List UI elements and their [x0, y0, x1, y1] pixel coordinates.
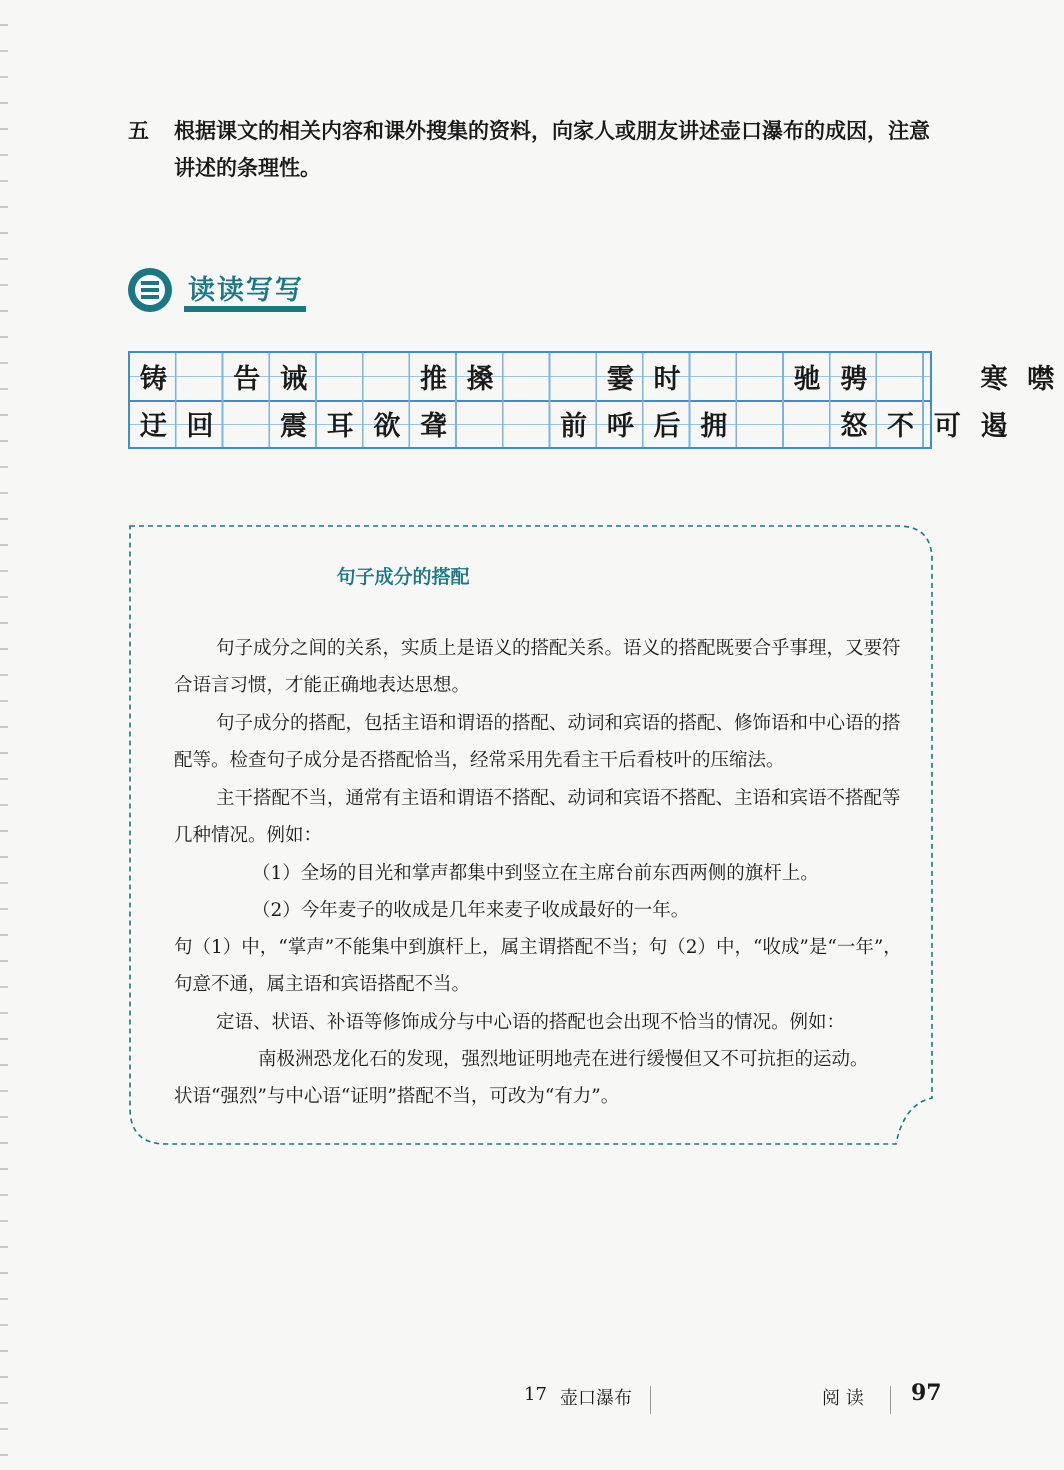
box-title: 句子成分的搭配	[336, 566, 470, 588]
question-five	[128, 112, 948, 186]
grid-cell: 搡	[466, 364, 494, 395]
grid-cell: 拥	[700, 411, 728, 442]
footer-divider	[650, 1386, 651, 1414]
footer-divider	[890, 1386, 891, 1414]
grid-cell: 后	[653, 411, 681, 442]
grid-cell: 诫	[279, 364, 307, 395]
lesson-number: 17	[524, 1384, 547, 1405]
grid-cell: 可	[933, 411, 961, 442]
section-underline	[184, 306, 306, 312]
paragraph-1: 句子成分之间的关系，实质上是语义的搭配关系。语义的搭配既要合乎事理，又要符合语言习惯，才能正确地表达思想。	[174, 638, 901, 696]
grid-cell: 聋	[420, 411, 448, 442]
paragraph-4: 句（1）中，“掌声”不能集中到旗杆上，属主谓搭配不当；句（2）中，“收成”是“一年”，句意不通，属主语和宾语搭配不当。	[174, 937, 902, 995]
grid-cell: 震	[279, 411, 307, 442]
grid-cell: 回	[186, 411, 214, 442]
grid-cell: 骋	[840, 364, 868, 395]
grid-cell: 呼	[606, 411, 634, 442]
grid-row-2	[130, 404, 1008, 451]
paragraph-6: 状语“强烈”与中心语“证明”搭配不当，可改为“有力”。	[174, 1086, 620, 1107]
grid-cell: 遏	[980, 411, 1008, 442]
example-2: （2）今年麦子的收成是几年来麦子收成最好的一年。	[252, 900, 690, 921]
grid-cell: 噤	[1027, 364, 1055, 395]
unit-label: 阅 读	[822, 1388, 864, 1409]
paragraph-3: 主干搭配不当，通常有主语和谓语不搭配、动词和宾语不搭配、主语和宾语不搭配等几种情况。例如：	[174, 788, 901, 846]
question-number: 五	[128, 118, 149, 143]
paragraph-2: 句子成分的搭配，包括主语和谓语的搭配、动词和宾语的搭配、修饰语和中心语的搭配等。检查句子成分是否搭配恰当，经常采用先看主干后看枝叶的压缩法。	[174, 713, 901, 771]
writing-grid	[128, 351, 1055, 449]
example-1: （1）全场的目光和掌声都集中到竖立在主席台前东西两侧的旗杆上。	[252, 863, 819, 884]
grid-cell: 前	[560, 411, 588, 442]
lesson-title: 壶口瀑布	[560, 1388, 632, 1409]
grid-cell: 铸	[139, 364, 167, 395]
grid-cell: 迂	[139, 411, 167, 442]
example-3: 南极洲恐龙化石的发现，强烈地证明地壳在进行缓慢但又不可抗拒的运动。	[258, 1049, 869, 1070]
grid-cell: 推	[420, 364, 448, 395]
three-lines-icon	[128, 268, 172, 312]
grid-row-1	[130, 357, 1055, 404]
grid-cell: 霎	[606, 364, 634, 395]
grid-cell: 告	[233, 364, 261, 395]
section-title: 读读写写	[188, 275, 304, 306]
grid-cell: 欲	[373, 411, 401, 442]
grid-cell: 时	[653, 364, 681, 395]
grid-cell: 怒	[840, 411, 868, 442]
grid-cell: 不	[887, 411, 915, 442]
grid-cell: 耳	[326, 411, 354, 442]
grid-cell: 寒	[980, 364, 1008, 395]
question-text: 根据课文的相关内容和课外搜集的资料，向家人或朋友讲述壶口瀑布的成因，注意讲述的条理性。	[174, 118, 930, 180]
binding-edge	[0, 0, 8, 1470]
page-number: 97	[911, 1380, 942, 1406]
grid-cell: 驰	[793, 364, 821, 395]
paragraph-5: 定语、状语、补语等修饰成分与中心语的搭配也会出现不恰当的情况。例如：	[216, 1012, 846, 1033]
